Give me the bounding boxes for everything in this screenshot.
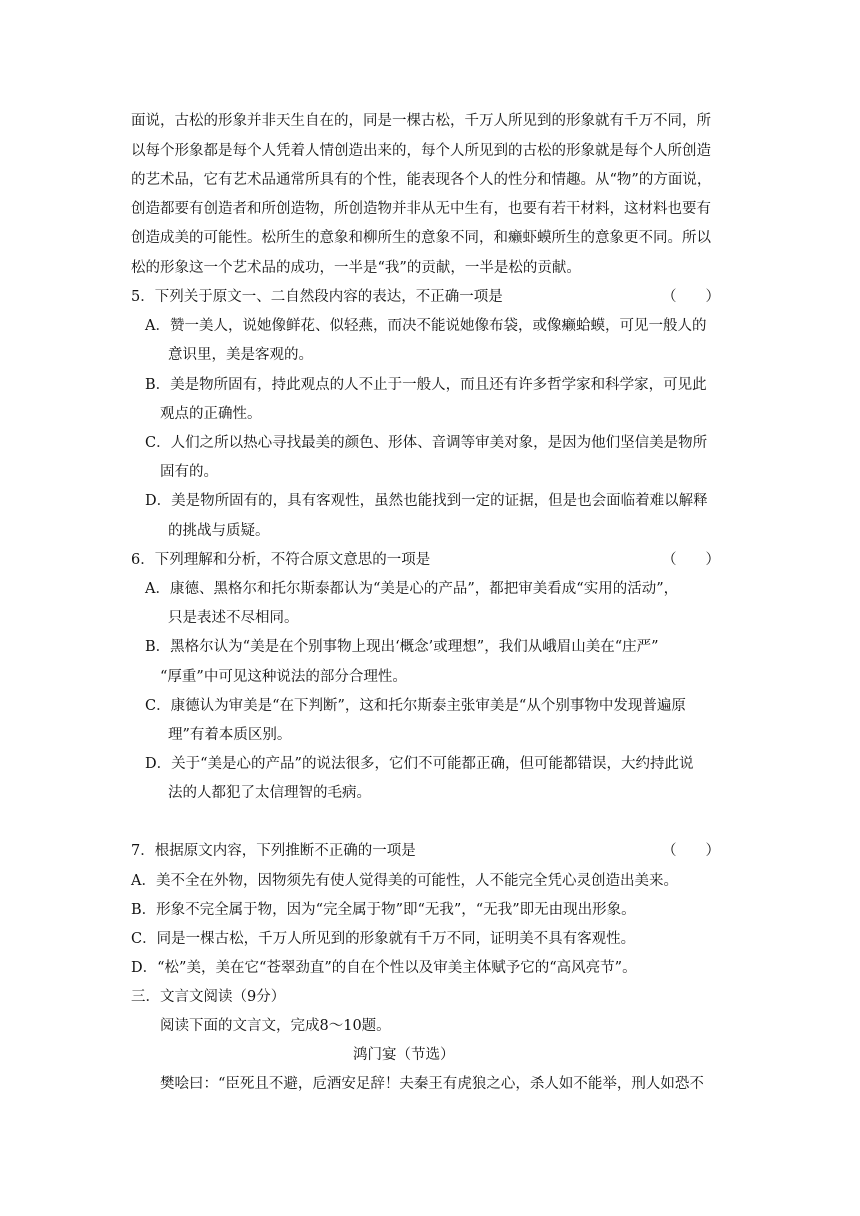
q6-option-d-cont: 法的人都犯了太信理智的毛病。 — [168, 785, 371, 801]
q7-option-b: B．形象不完全属于物，因为“完全属于物”即“无我”，“无我”即无由现出形象。 — [131, 902, 636, 918]
q7-option-d: D．“松”美，美在它“苍翠劲直”的自在个性以及审美主体赋予它的“高风亮节”。 — [131, 960, 637, 976]
answer-blank: （ ） — [662, 289, 720, 305]
question-6-stem: 6．下列理解和分析，不符合原文意思的一项是 （ ） — [131, 552, 720, 568]
section-heading: 三．文言文阅读（9分） — [131, 989, 286, 1005]
q7-option-c: C．同是一棵古松，千万人所见到的形象就有千万不同，证明美不具有客观性。 — [131, 931, 636, 947]
q6-option-a: A．康德、黑格尔和托尔斯泰都认为“美是心的产品”，都把审美看成“实用的活动”， — [145, 581, 679, 597]
q5-option-d-cont: 的挑战与质疑。 — [168, 523, 270, 539]
q6-option-a-cont: 只是表述不尽相同。 — [168, 610, 299, 626]
question-7-stem: 7．根据原文内容，下列推断不正确的一项是 （ ） — [131, 843, 720, 859]
passage-line: 的艺术品，它有艺术品通常所具有的个性，能表现各个人的性分和情趣。从“物”的方面说， — [131, 172, 712, 188]
section-instruction: 阅读下面的文言文，完成8～10题。 — [160, 1018, 391, 1034]
q6-option-c-cont: 理”有着本质区别。 — [168, 727, 292, 743]
answer-blank: （ ） — [662, 552, 720, 568]
q7-option-a: A．美不全在外物，因物须先有使人觉得美的可能性，人不能完全凭心灵创造出美来。 — [131, 873, 678, 889]
q5-option-b-cont: 观点的正确性。 — [160, 406, 262, 422]
passage-line: 创造都要有创造者和所创造物，所创造物并非从无中生有，也要有若干材料，这材料也要有 — [131, 201, 711, 217]
passage-line: 以每个形象都是每个人凭着人情创造出来的，每个人所见到的古松的形象就是每个人所创造 — [131, 143, 711, 159]
answer-blank: （ ） — [662, 843, 720, 859]
q5-option-a-cont: 意识里，美是客观的。 — [168, 347, 313, 363]
q6-option-b-cont: “厚重”中可见这种说法的部分合理性。 — [160, 669, 407, 685]
passage-line: 创造成美的可能性。松所生的意象和柳所生的意象不同，和癞虾蟆所生的意象更不同。所以 — [131, 230, 711, 246]
q5-option-c: C．人们之所以热心寻找最美的颜色、形体、音调等审美对象，是因为他们坚信美是物所 — [145, 435, 708, 451]
passage-line: 松的形象这一个艺术品的成功，一半是“我”的贡献，一半是松的贡献。 — [131, 260, 581, 276]
q5-option-c-cont: 固有的。 — [160, 464, 218, 480]
passage-line: 面说，古松的形象并非天生自在的，同是一棵古松，千万人所见到的形象就有千万不同，所 — [131, 113, 711, 129]
q6-option-d: D．关于“美是心的产品”的说法很多，它们不可能都正确，但可能都错误，大约持此说 — [145, 756, 694, 772]
text-title: 鸿门宴（节选） — [353, 1047, 455, 1063]
q5-option-d: D．美是物所固有的，具有客观性，虽然也能找到一定的证据，但是也会面临着难以解释 — [145, 493, 708, 509]
classical-text-line: 樊哙曰：“臣死且不避，卮酒安足辞！夫秦王有虎狼之心，杀人如不能举，刑人如恐不 — [160, 1076, 704, 1092]
q6-option-b: B．黑格尔认为“美是在个别事物上现出‘概念’或理想”，我们从峨眉山美在“庄严” — [145, 639, 659, 655]
q6-option-c: C．康德认为审美是“在下判断”，这和托尔斯泰主张审美是“从个别事物中发现普遍原 — [145, 698, 686, 714]
q5-option-a: A．赞一美人，说她像鲜花、似轻燕，而决不能说她像布袋，或像癞蛤蟆，可见一般人的 — [145, 318, 707, 334]
question-5-stem: 5．下列关于原文一、二自然段内容的表达，不正确一项是 （ ） — [131, 289, 720, 305]
q5-option-b: B．美是物所固有，持此观点的人不止于一般人，而且还有许多哲学家和科学家，可见此 — [145, 377, 707, 393]
